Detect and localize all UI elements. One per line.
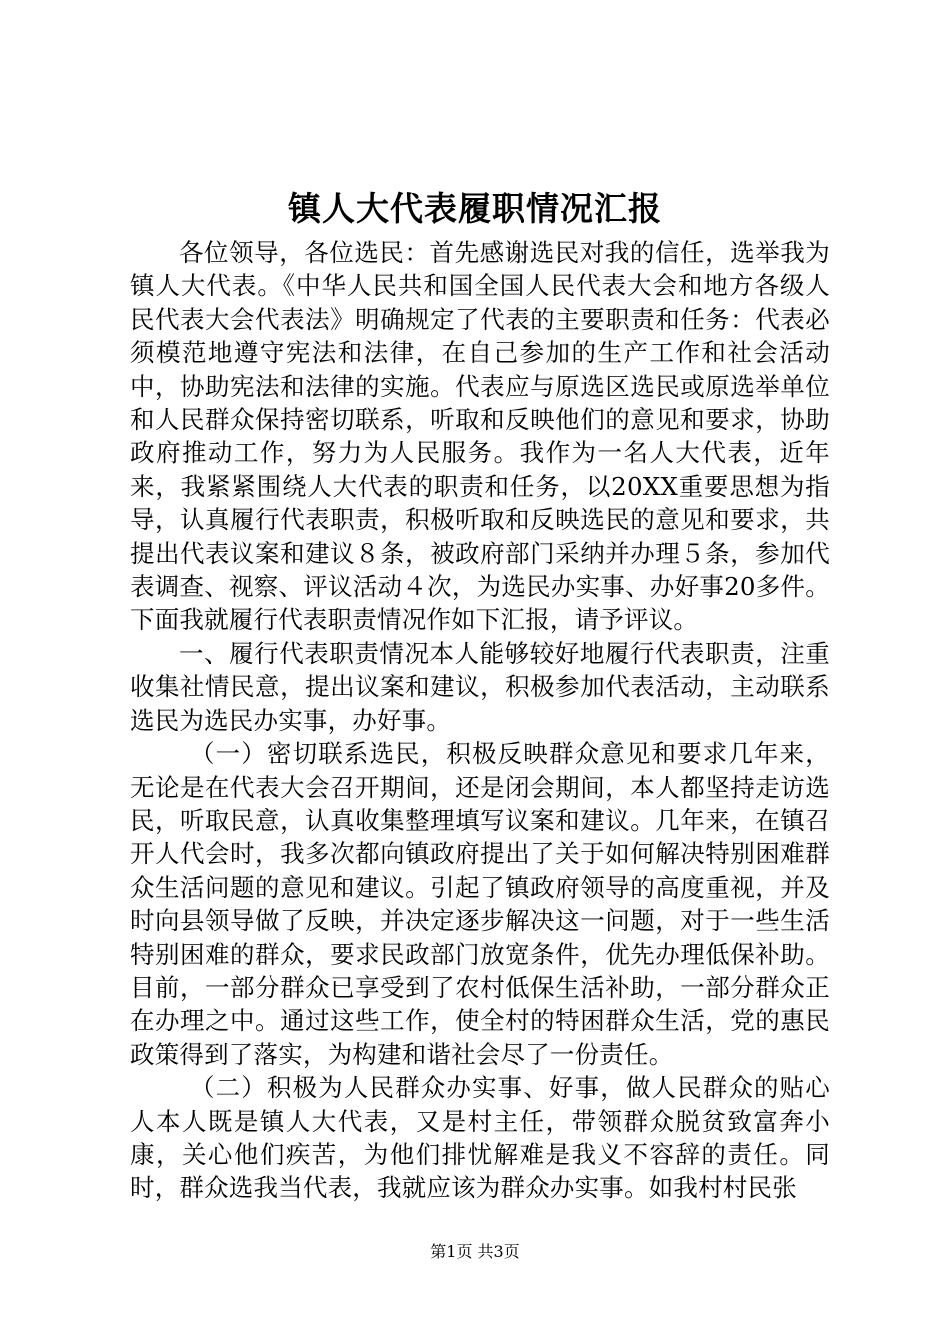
document-title: 镇人大代表履职情况汇报 — [288, 189, 662, 228]
paragraph-intro: 各位领导，各位选民：首先感谢选民对我的信任，选举我为镇人大代表。《中华人民共和国全国人民代表大会和地方各级人民代表大会代表法》明确规定了代表的主要职责和任务：代表必须模范地遵守宪法和法律，在自己参加的生产工作和社会活动中，协助宪法和法律的实施。代表应与原选区选民或原选举单位和人民群众保持密切联系，听取和反映他们的意见和要求，协助政府推动工作，努力为人民服务。我作为一名人大代表，近年来，我紧紧围绕人大代表的职责和任务，以20XX重要思想为指导，认真履行代表职责，积极听取和反映选民的意见和要求，共提出代表议案和建议８条，被政府部门采纳并办理５条，参加代表调查、视察、评议活动４次，为选民办实事、办好事20多件。下面我就履行代表职责情况作如下汇报，请予评议。 — [130, 238, 830, 635]
paragraph-subsection-two: （二）积极为人民群众办实事、好事，做人民群众的贴心人本人既是镇人大代表，又是村主任，带领群众脱贫致富奔小康，关心他们疾苦，为他们排忧解难是我义不容辞的责任。同时，群众选我当代表，我就应该为群众办实事。如我村村民张 — [130, 1073, 830, 1203]
document-body — [130, 236, 830, 1205]
paragraph-section-one: 一、履行代表职责情况本人能够较好地履行代表职责，注重收集社情民意，提出议案和建议，积极参加代表活动，主动联系选民为选民办实事，办好事。 — [130, 638, 830, 735]
page-footer: 第1页 共3页 — [430, 1242, 520, 1261]
paragraph-subsection-one: （一）密切联系选民，积极反映群众意见和要求几年来，无论是在代表大会召开期间，还是闭会期间，本人都坚持走访选民，听取民意，认真收集整理填写议案和建议。几年来，在镇召开人代会时，我多次都向镇政府提出了关于如何解决特别困难群众生活问题的意见和建议。引起了镇政府领导的高度重视，并及时向县领导做了反映，并决定逐步解决这一问题，对于一些生活特别困难的群众，要求民政部门放宽条件，优先办理低保补助。目前，一部分群众已享受到了农村低保生活补助，一部分群众正在办理之中。通过这些工作，使全村的特困群众生活，党的惠民政策得到了落实，为构建和谐社会尽了一份责任。 — [130, 739, 830, 1069]
